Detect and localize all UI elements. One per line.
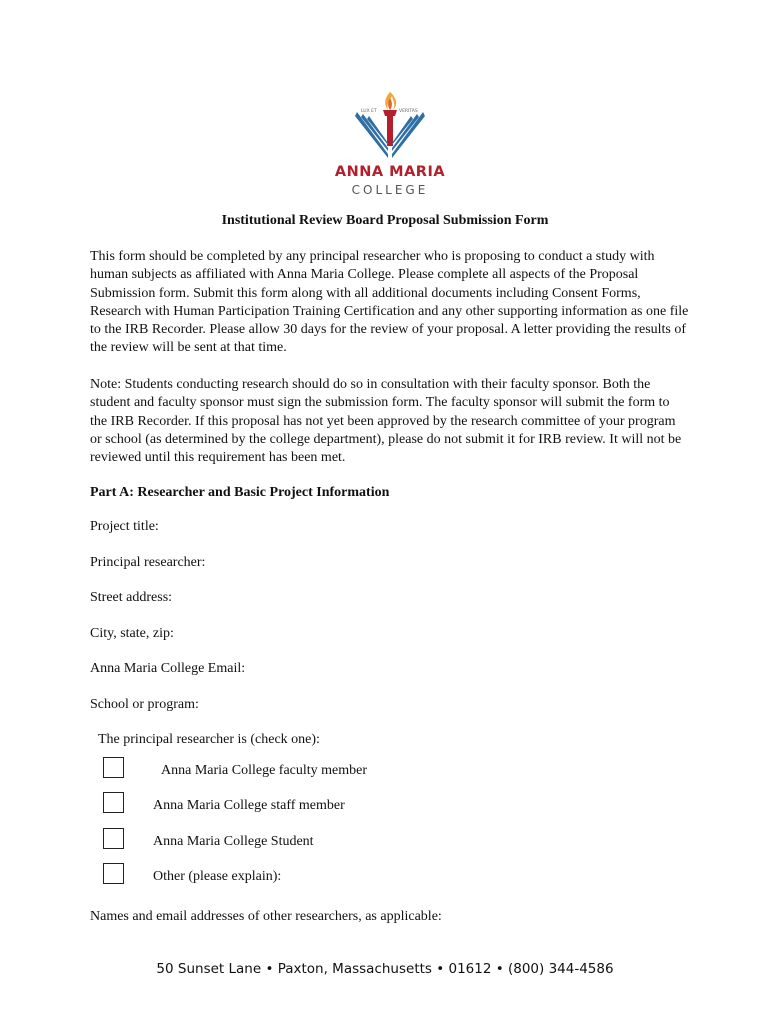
project-title-label: Project title:	[90, 519, 159, 534]
student-option-label: Anna Maria College Student	[153, 834, 314, 849]
other-option-label: Other (please explain):	[153, 869, 282, 884]
email-label: Anna Maria College Email:	[90, 661, 246, 676]
footer-address: 50 Sunset Lane • Paxton, Massachusetts • 01612 • (800) 344-4586	[156, 961, 614, 977]
other-researchers-label: Names and email addresses of other researchers, as applicable:	[90, 909, 442, 924]
option-other	[103, 863, 503, 887]
college-logo	[320, 88, 460, 208]
note-paragraph: Note: Students conducting research should do so in consultation with their faculty sponsor. Both the student and faculty sponsor must sign the submission form. The faculty sponsor will submit the form to the IRB Recorder. If this proposal has not yet been approved by the research committee of your program or school (as determined by the college department), please do not submit it for IRB review. It will not be reviewed until this requirement has been met.	[90, 377, 682, 466]
motto-left: LUX ET	[361, 109, 377, 114]
faculty-checkbox[interactable]	[103, 757, 124, 778]
motto-right: VERITAS	[399, 109, 418, 114]
student-checkbox[interactable]	[103, 828, 124, 849]
intro-paragraph: This form should be completed by any principal researcher who is proposing to conduct a study with human subjects as affiliated with Anna Maria College. Please complete all aspects of the Proposal Submission form. Submit this form along with all additional documents including Consent Forms, Research with Human Participation Training Certification and any other supporting information as one file to the IRB Recorder. Please allow 30 days for the review of your proposal. A letter providing the results of the review will be sent at that time.	[90, 249, 689, 356]
torch-book-icon	[355, 88, 425, 164]
school-program-label: School or program:	[90, 697, 199, 712]
staff-checkbox[interactable]	[103, 792, 124, 813]
city-state-zip-label: City, state, zip:	[90, 626, 174, 641]
college-subtitle: COLLEGE	[351, 183, 429, 197]
faculty-option-label: Anna Maria College faculty member	[161, 763, 368, 778]
street-address-label: Street address:	[90, 590, 173, 605]
other-checkbox[interactable]	[103, 863, 124, 884]
college-name: ANNA MARIA	[334, 164, 446, 180]
part-a-heading: Part A: Researcher and Basic Project Information	[90, 485, 390, 500]
form-title: Institutional Review Board Proposal Submission Form	[221, 213, 549, 228]
option-staff	[103, 792, 503, 816]
principal-researcher-label: Principal researcher:	[90, 555, 206, 570]
option-student	[103, 828, 503, 852]
option-faculty	[103, 757, 503, 781]
researcher-type-prompt: The principal researcher is (check one):	[98, 732, 320, 747]
staff-option-label: Anna Maria College staff member	[153, 798, 345, 813]
